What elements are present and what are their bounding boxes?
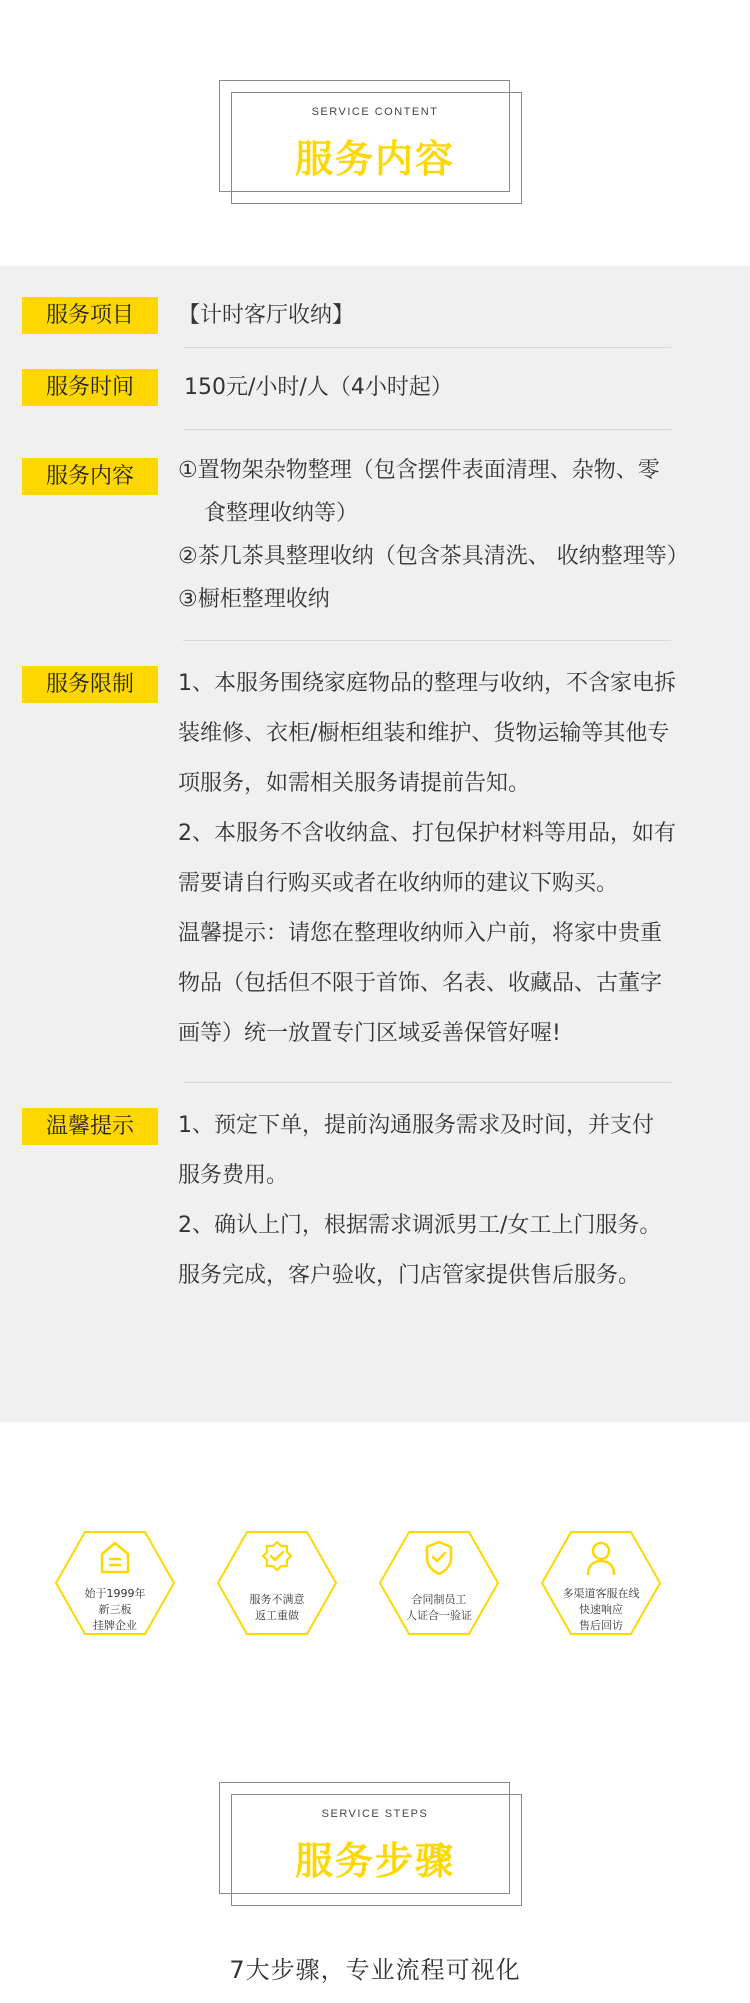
badge-line: 多渠道客服在线 bbox=[562, 1587, 640, 1600]
value-service-item: 【计时客厅收纳】 bbox=[178, 303, 355, 328]
badge-line: 人证合一验证 bbox=[406, 1609, 472, 1622]
house-icon bbox=[98, 1538, 132, 1578]
label-service-content: 服务内容 bbox=[22, 458, 158, 495]
title-en: SERVICE CONTENT bbox=[311, 106, 439, 118]
badge-text bbox=[216, 1592, 338, 1624]
divider bbox=[183, 429, 671, 430]
divider bbox=[183, 347, 671, 348]
content-line: ②茶几茶具整理收纳（包含茶具清洗、 收纳整理等） bbox=[178, 544, 689, 569]
content-line: 食整理收纳等） bbox=[204, 501, 359, 526]
limits-line: 温馨提示：请您在整理收纳师入户前，将家中贵重 bbox=[178, 921, 663, 946]
badge-text bbox=[54, 1586, 176, 1634]
tips-line: 服务费用。 bbox=[178, 1163, 289, 1188]
section-title-steps bbox=[0, 1782, 750, 1942]
badge-line: 始于1999年 bbox=[84, 1587, 146, 1600]
steps-tagline: 7大步骤，专业流程可视化 bbox=[229, 1956, 521, 1984]
label-service-limits: 服务限制 bbox=[22, 666, 158, 703]
label-service-time: 服务时间 bbox=[22, 369, 158, 406]
badge-line: 返工重做 bbox=[255, 1609, 299, 1622]
label-tips: 温馨提示 bbox=[22, 1108, 158, 1145]
divider bbox=[183, 1082, 671, 1083]
badge-staff bbox=[378, 1530, 500, 1636]
limits-line: 需要请自行购买或者在收纳师的建议下购买。 bbox=[178, 871, 619, 896]
badge-support bbox=[540, 1530, 662, 1636]
badge-guarantee bbox=[216, 1530, 338, 1636]
label-service-item: 服务项目 bbox=[22, 297, 158, 334]
title-cn: 服务内容 bbox=[294, 137, 455, 181]
value-tips bbox=[178, 1101, 728, 1301]
tips-line: 服务完成，客户验收，门店管家提供售后服务。 bbox=[178, 1263, 641, 1288]
badge-line: 合同制员工 bbox=[411, 1593, 467, 1606]
badge-company bbox=[54, 1530, 176, 1636]
value-service-time: 150元/小时/人（4小时起） bbox=[184, 375, 453, 400]
content-line: ①置物架杂物整理（包含摆件表面清理、杂物、零 bbox=[178, 458, 660, 483]
section-title-content bbox=[0, 80, 750, 240]
badge-line: 快速响应 bbox=[579, 1603, 623, 1616]
title-en: SERVICE STEPS bbox=[321, 1808, 429, 1820]
content-line: ③橱柜整理收纳 bbox=[178, 587, 330, 612]
tips-line: 1、预定下单，提前沟通服务需求及时间，并支付 bbox=[178, 1113, 654, 1138]
limits-line: 物品（包括但不限于首饰、名表、收藏品、古董字 bbox=[178, 971, 663, 996]
limits-line: 画等）统一放置专门区域妥善保管好喔! bbox=[178, 1021, 561, 1046]
limits-line: 装维修、衣柜/橱柜组装和维护、货物运输等其他专 bbox=[178, 721, 670, 746]
badge-line: 服务不满意 bbox=[249, 1593, 305, 1606]
shield-check-icon bbox=[422, 1538, 456, 1578]
limits-line: 1、本服务围绕家庭物品的整理与收纳，不含家电拆 bbox=[178, 671, 676, 696]
badge-text bbox=[540, 1586, 662, 1634]
person-icon bbox=[584, 1538, 618, 1578]
value-service-content bbox=[178, 449, 728, 621]
badge-line: 售后回访 bbox=[579, 1619, 623, 1632]
badge-line: 新三板 bbox=[98, 1603, 132, 1616]
divider bbox=[183, 640, 671, 641]
badge-text bbox=[378, 1592, 500, 1624]
title-cn: 服务步骤 bbox=[294, 1839, 455, 1883]
badge-line: 挂牌企业 bbox=[93, 1619, 137, 1632]
tips-line: 2、确认上门，根据需求调派男工/女工上门服务。 bbox=[178, 1213, 662, 1238]
value-service-limits bbox=[178, 659, 728, 1059]
limits-line: 项服务，如需相关服务请提前告知。 bbox=[178, 771, 531, 796]
limits-line: 2、本服务不含收纳盒、打包保护材料等用品，如有 bbox=[178, 821, 676, 846]
check-badge-icon bbox=[260, 1538, 294, 1578]
